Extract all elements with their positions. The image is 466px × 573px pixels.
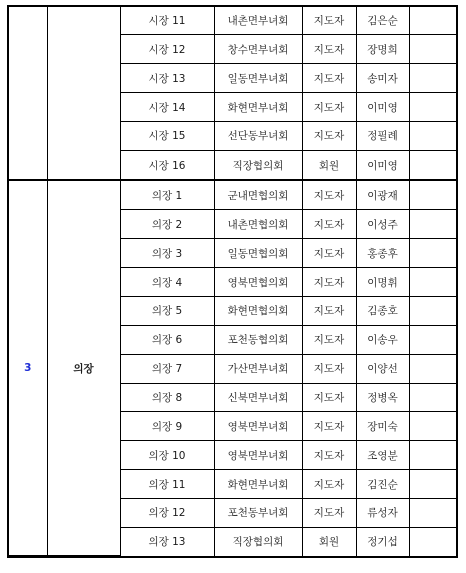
note-cell bbox=[409, 383, 458, 412]
note-cell bbox=[409, 180, 458, 210]
organization-cell: 일동면부녀회 bbox=[214, 64, 302, 93]
role-cell: 지도자 bbox=[302, 93, 356, 122]
position-cell: 의장 12 bbox=[120, 499, 214, 528]
note-cell bbox=[409, 7, 458, 35]
organization-cell: 직장협의회 bbox=[214, 150, 302, 180]
role-cell: 지도자 bbox=[302, 210, 356, 239]
role-cell: 지도자 bbox=[302, 441, 356, 470]
organization-cell: 군내면협의회 bbox=[214, 180, 302, 210]
position-cell: 의장 1 bbox=[120, 180, 214, 210]
position-cell: 의장 11 bbox=[120, 470, 214, 499]
position-cell: 시장 16 bbox=[120, 150, 214, 180]
role-cell: 지도자 bbox=[302, 180, 356, 210]
organization-cell: 내촌면부녀회 bbox=[214, 7, 302, 35]
organization-cell: 선단동부녀회 bbox=[214, 122, 302, 151]
person-name-cell: 김종호 bbox=[356, 297, 409, 326]
note-cell bbox=[409, 93, 458, 122]
organization-cell: 신북면부녀회 bbox=[214, 383, 302, 412]
organization-cell: 화현면부녀회 bbox=[214, 93, 302, 122]
role-cell: 지도자 bbox=[302, 297, 356, 326]
position-cell: 시장 11 bbox=[120, 7, 214, 35]
note-cell bbox=[409, 527, 458, 555]
organization-cell: 영북면부녀회 bbox=[214, 412, 302, 441]
role-cell: 지도자 bbox=[302, 325, 356, 354]
person-name-cell: 이송우 bbox=[356, 325, 409, 354]
role-cell: 지도자 bbox=[302, 239, 356, 268]
position-cell: 의장 10 bbox=[120, 441, 214, 470]
position-cell: 의장 2 bbox=[120, 210, 214, 239]
table-row bbox=[9, 180, 458, 210]
note-cell bbox=[409, 210, 458, 239]
position-cell: 의장 5 bbox=[120, 297, 214, 326]
person-name-cell: 류성자 bbox=[356, 499, 409, 528]
position-cell: 의장 7 bbox=[120, 354, 214, 383]
organization-cell: 화현면부녀회 bbox=[214, 470, 302, 499]
position-cell: 시장 14 bbox=[120, 93, 214, 122]
role-cell: 지도자 bbox=[302, 470, 356, 499]
position-cell: 의장 8 bbox=[120, 383, 214, 412]
position-cell: 의장 9 bbox=[120, 412, 214, 441]
roster-body bbox=[9, 7, 458, 556]
organization-cell: 포천동협의회 bbox=[214, 325, 302, 354]
note-cell bbox=[409, 441, 458, 470]
organization-cell: 가산면부녀회 bbox=[214, 354, 302, 383]
role-cell: 지도자 bbox=[302, 383, 356, 412]
note-cell bbox=[409, 470, 458, 499]
position-cell: 의장 6 bbox=[120, 325, 214, 354]
role-cell: 지도자 bbox=[302, 122, 356, 151]
person-name-cell: 정기섭 bbox=[356, 527, 409, 555]
roster-table bbox=[9, 7, 458, 556]
note-cell bbox=[409, 35, 458, 64]
person-name-cell: 조영분 bbox=[356, 441, 409, 470]
role-cell: 회원 bbox=[302, 527, 356, 555]
role-cell: 지도자 bbox=[302, 268, 356, 297]
person-name-cell: 정병옥 bbox=[356, 383, 409, 412]
note-cell bbox=[409, 354, 458, 383]
note-cell bbox=[409, 268, 458, 297]
note-cell bbox=[409, 297, 458, 326]
position-cell: 의장 13 bbox=[120, 527, 214, 555]
group-name-cell bbox=[47, 7, 120, 180]
organization-cell: 직장협의회 bbox=[214, 527, 302, 555]
group-name-cell: 의장 bbox=[47, 180, 120, 555]
role-cell: 지도자 bbox=[302, 7, 356, 35]
person-name-cell: 홍종후 bbox=[356, 239, 409, 268]
person-name-cell: 정필례 bbox=[356, 122, 409, 151]
role-cell: 지도자 bbox=[302, 64, 356, 93]
role-cell: 지도자 bbox=[302, 412, 356, 441]
note-cell bbox=[409, 499, 458, 528]
person-name-cell: 이광재 bbox=[356, 180, 409, 210]
person-name-cell: 송미자 bbox=[356, 64, 409, 93]
person-name-cell: 김은순 bbox=[356, 7, 409, 35]
table-row bbox=[9, 7, 458, 35]
person-name-cell: 장미숙 bbox=[356, 412, 409, 441]
position-cell: 시장 13 bbox=[120, 64, 214, 93]
role-cell: 지도자 bbox=[302, 499, 356, 528]
position-cell: 시장 15 bbox=[120, 122, 214, 151]
note-cell bbox=[409, 239, 458, 268]
person-name-cell: 이성주 bbox=[356, 210, 409, 239]
group-number-cell bbox=[9, 7, 47, 180]
person-name-cell: 이명휘 bbox=[356, 268, 409, 297]
organization-cell: 내촌면협의회 bbox=[214, 210, 302, 239]
position-cell: 의장 3 bbox=[120, 239, 214, 268]
note-cell bbox=[409, 122, 458, 151]
note-cell bbox=[409, 412, 458, 441]
note-cell bbox=[409, 64, 458, 93]
note-cell bbox=[409, 150, 458, 180]
organization-cell: 영북면부녀회 bbox=[214, 441, 302, 470]
role-cell: 지도자 bbox=[302, 35, 356, 64]
person-name-cell: 이미영 bbox=[356, 93, 409, 122]
person-name-cell: 장명희 bbox=[356, 35, 409, 64]
roster-table-frame bbox=[7, 5, 458, 558]
organization-cell: 창수면부녀회 bbox=[214, 35, 302, 64]
person-name-cell: 이양선 bbox=[356, 354, 409, 383]
group-number-cell: 3 bbox=[9, 180, 47, 555]
organization-cell: 화현면협의회 bbox=[214, 297, 302, 326]
position-cell: 시장 12 bbox=[120, 35, 214, 64]
person-name-cell: 이미영 bbox=[356, 150, 409, 180]
role-cell: 회원 bbox=[302, 150, 356, 180]
note-cell bbox=[409, 325, 458, 354]
organization-cell: 일동면협의회 bbox=[214, 239, 302, 268]
organization-cell: 영북면협의회 bbox=[214, 268, 302, 297]
person-name-cell: 김진순 bbox=[356, 470, 409, 499]
position-cell: 의장 4 bbox=[120, 268, 214, 297]
organization-cell: 포천동부녀회 bbox=[214, 499, 302, 528]
role-cell: 지도자 bbox=[302, 354, 356, 383]
